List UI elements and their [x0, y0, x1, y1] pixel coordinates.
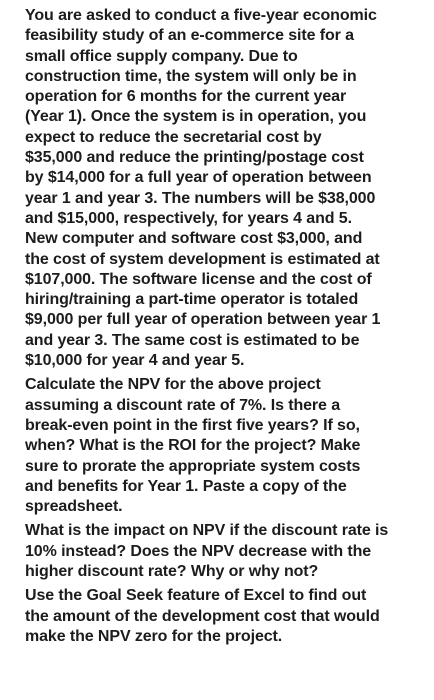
text-line: expect to reduce the secretarial cost by: [25, 128, 322, 146]
text-line: make the NPV zero for the project.: [25, 627, 283, 645]
text-line: (Year 1). Once the system is in operation, you: [25, 108, 367, 126]
text-line: feasibility study of an e-commerce site for a: [25, 27, 354, 45]
text-line: New computer and software cost $3,000, and: [25, 230, 363, 248]
text-line: break-even point in the first five years? If so,: [25, 416, 360, 434]
paragraph-goal-seek-question: [25, 586, 424, 647]
text-line: and year 3. The same cost is estimated to be: [25, 331, 360, 349]
text-line: higher discount rate? Why or why not?: [25, 563, 319, 581]
text-line: assuming a discount rate of 7%. Is there a: [25, 396, 341, 414]
paragraph-scenario: [25, 6, 424, 371]
text-line: small office supply company. Due to: [25, 47, 298, 65]
text-line: Use the Goal Seek feature of Excel to find out: [25, 587, 367, 605]
text-line: the amount of the development cost that would: [25, 607, 380, 625]
text-line: by $14,000 for a full year of operation between: [25, 169, 372, 187]
text-line: What is the impact on NPV if the discount rate is: [25, 522, 389, 540]
text-line: operation for 6 months for the current year: [25, 88, 347, 106]
text-line: $35,000 and reduce the printing/postage cost: [25, 149, 364, 167]
text-line: construction time, the system will only be in: [25, 67, 357, 85]
text-line: the cost of system development is estimated at: [25, 250, 380, 268]
text-line: $107,000. The software license and the cost of: [25, 270, 372, 288]
text-line: hiring/training a part-time operator is totaled: [25, 291, 359, 309]
text-line: 10% instead? Does the NPV decrease with the: [25, 542, 372, 560]
text-line: sure to prorate the appropriate system costs: [25, 457, 361, 475]
text-line: Calculate the NPV for the above project: [25, 376, 321, 394]
text-line: $9,000 per full year of operation between year 1: [25, 311, 381, 329]
text-line: and $15,000, respectively, for years 4 and 5.: [25, 209, 352, 227]
text-line: You are asked to conduct a five-year economic: [25, 7, 377, 24]
text-line: $10,000 for year 4 and year 5.: [25, 352, 245, 370]
text-line: spreadsheet.: [25, 498, 123, 516]
text-line: year 1 and year 3. The numbers will be $38,000: [25, 189, 376, 207]
paragraph-npv-question: [25, 375, 424, 517]
paragraph-discount-question: [25, 521, 424, 582]
text-line: when? What is the ROI for the project? Make: [25, 437, 361, 455]
text-line: and benefits for Year 1. Paste a copy of the: [25, 477, 347, 495]
